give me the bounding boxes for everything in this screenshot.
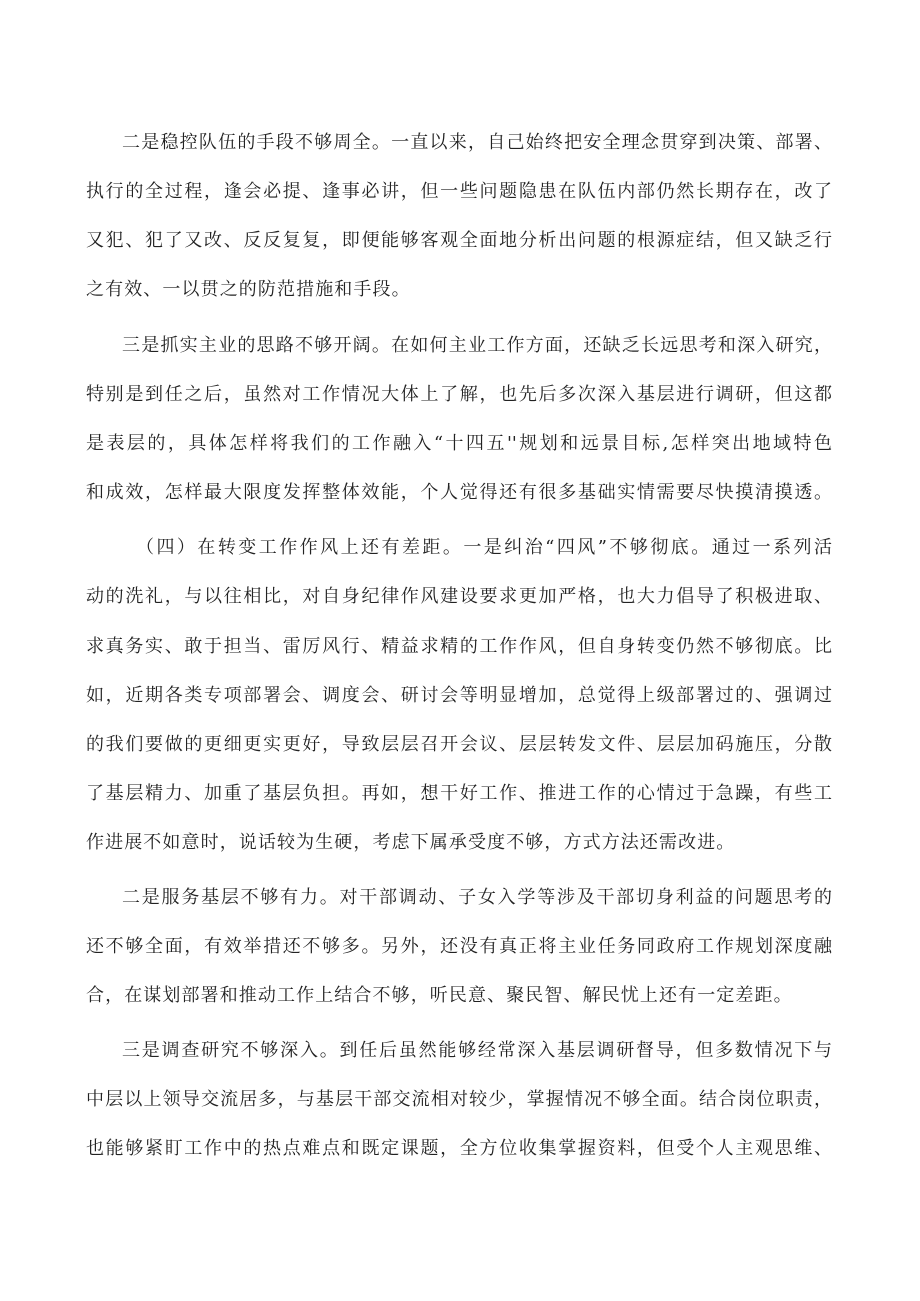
text-line: 特别是到任之后，虽然对工作情况大体上了解，也先后多次深入基层进行调研，但这都 <box>86 384 832 405</box>
text-line: 的我们要做的更细更实更好，导致层层召开会议、层层转发文件、层层加码施压，分散 <box>86 734 832 755</box>
text-line: 还不够全面，有效举措还不够多。另外，还没有真正将主业任务同政府工作规划深度融 <box>86 936 832 957</box>
text-line: 也能够紧盯工作中的热点难点和既定课题，全方位收集掌握资料，但受个人主观思维、 <box>86 1138 832 1159</box>
text-line: （四）在转变工作作风上还有差距。一是纠治“四风”不够彻底。通过一系列活 <box>136 537 832 558</box>
text-line: 合，在谋划部署和推动工作上结合不够，听民意、聚民智、解民忧上还有一定差距。 <box>86 985 793 1006</box>
text-line: 二是稳控队伍的手段不够周全。一直以来，自己始终把安全理念贯穿到决策、部署、 <box>122 132 832 153</box>
text-line: 三是调查研究不够深入。到任后虽然能够经常深入基层调研督导，但多数情况下与 <box>122 1040 832 1061</box>
text-line: 中层以上领导交流居多，与基层干部交流相对较少，掌握情况不够全面。结合岗位职责， <box>86 1089 832 1110</box>
text-line: 如，近期各类专项部署会、调度会、研讨会等明显增加，总觉得上级部署过的、强调过 <box>86 685 832 706</box>
text-line: 之有效、一以贯之的防范措施和手段。 <box>86 279 411 300</box>
text-line: 作进展不如意时，说话较为生硬，考虑下属承受度不够，方式方法还需改进。 <box>86 832 736 853</box>
text-line: 执行的全过程，逢会必提、逢事必讲，但一些问题隐患在队伍内部仍然长期存在，改了 <box>86 181 832 202</box>
text-line: 和成效，怎样最大限度发挥整体效能，个人觉得还有很多基础实情需要尽快摸清摸透。 <box>86 482 832 503</box>
text-line: 又犯、犯了又改、反反复复，即便能够客观全面地分析出问题的根源症结，但又缺乏行 <box>86 230 832 251</box>
text-line: 动的洗礼，与以往相比，对自身纪律作风建设要求更加严格，也大力倡导了积极进取、 <box>86 586 832 607</box>
text-line: 三是抓实主业的思路不够开阔。在如何主业工作方面，还缺乏长远思考和深入研究， <box>122 335 832 356</box>
text-line: 了基层精力、加重了基层负担。再如，想干好工作、推进工作的心情过于急躁，有些工 <box>86 783 832 804</box>
text-line: 是表层的，具体怎样将我们的工作融入“十四五''规划和远景目标,怎样突出地域特色 <box>86 433 832 454</box>
text-line: 二是服务基层不够有力。对干部调动、子女入学等涉及干部切身利益的问题思考的 <box>122 887 832 908</box>
text-line: 求真务实、敢于担当、雷厉风行、精益求精的工作作风，但自身转变仍然不够彻底。比 <box>86 636 832 657</box>
